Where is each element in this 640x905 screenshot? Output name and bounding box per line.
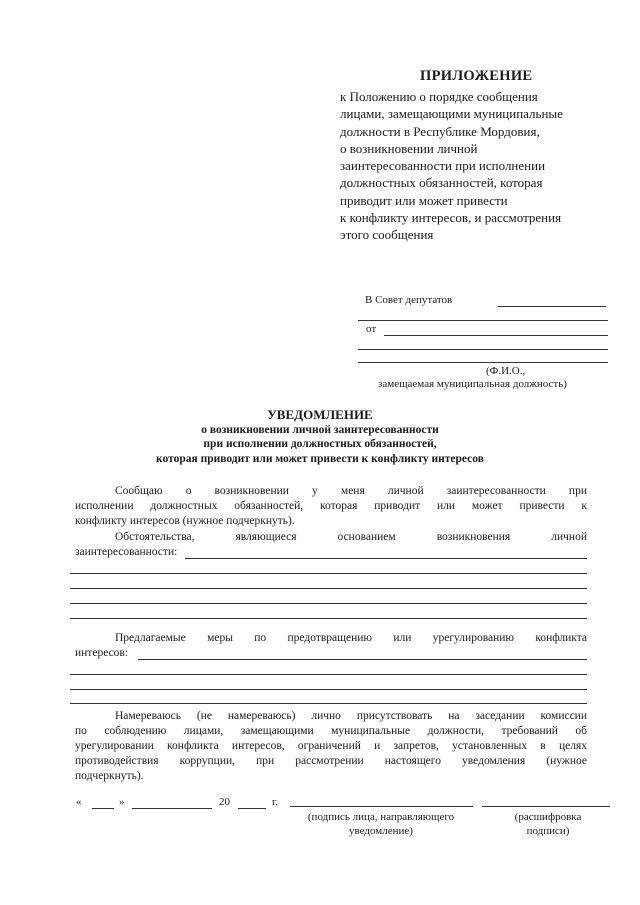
date-quote-close: »	[119, 796, 125, 808]
fill-line	[70, 703, 587, 704]
date-year-suffix: г.	[272, 796, 279, 808]
appendix-line: к Положению о порядке сообщения	[340, 89, 538, 104]
decoding-caption-line: подписи)	[526, 825, 570, 837]
date-year-prefix: 20	[219, 796, 230, 808]
date-month-blank	[132, 808, 212, 809]
appendix-title: ПРИЛОЖЕНИЕ	[420, 68, 533, 84]
fill-line	[185, 558, 587, 559]
notice-subtitle-line: при исполнении должностных обязанностей,	[203, 438, 437, 450]
paragraph-line: интересов:	[75, 647, 129, 659]
fill-line	[70, 618, 587, 619]
appendix-line: этого сообщения	[340, 227, 434, 243]
paragraph-attendance	[75, 709, 587, 784]
paragraph-line: урегулировании конфликта интересов, ограничений и запретов, установленных в целях	[75, 740, 587, 752]
appendix-line: должностных обязанностей, которая	[340, 175, 543, 191]
appendix-line: лицами, замещающими муниципальные	[340, 106, 563, 122]
paragraph-line: конфликту интересов (нужное подчеркнуть).	[75, 515, 295, 527]
signature-caption-line: (подпись лица, направляющего	[307, 811, 455, 823]
notice-heading	[60, 408, 580, 466]
appendix-line: приводит или может привести	[340, 192, 508, 208]
paragraph-line: Намереваюсь (не намереваюсь) лично присутствовать на заседании комиссии	[115, 710, 587, 722]
signature-blank	[290, 806, 473, 807]
notice-title: УВЕДОМЛЕНИЕ	[267, 407, 373, 422]
addressee-blank-line	[358, 349, 608, 350]
appendix-line: должности в Республике Мордовия,	[340, 123, 540, 139]
fill-line	[70, 603, 587, 604]
paragraph-report	[75, 484, 587, 529]
addressee-position-label: замещаемая муниципальная должность)	[378, 378, 567, 390]
appendix-text	[340, 88, 620, 244]
paragraph-line: Обстоятельства, являющиеся основанием возникновения личной	[115, 531, 587, 543]
addressee-blank-line	[358, 362, 608, 363]
paragraph-line: заинтересованности:	[75, 546, 178, 558]
appendix-line: о возникновении личной	[340, 140, 478, 156]
notice-subtitle-line: о возникновении личной заинтересованности	[201, 423, 439, 436]
paragraph-circumstances	[75, 530, 587, 560]
fill-line	[138, 659, 587, 660]
fill-line	[70, 689, 587, 690]
decoding-blank	[482, 806, 610, 807]
date-quote-open: «	[76, 796, 82, 808]
addressee-from-blank	[384, 335, 608, 336]
paragraph-line: Сообщаю о возникновении у меня личной заинтересованности при	[115, 485, 587, 497]
decoding-caption-line: (расшифровка	[514, 811, 582, 823]
notice-subtitle-line: которая приводит или может привести к конфликту интересов	[156, 452, 484, 465]
fill-line	[70, 588, 587, 589]
signature-caption	[292, 810, 470, 838]
paragraph-line: исполнении должностных обязанностей, которая приводит или может привести к	[75, 500, 587, 512]
fill-line	[70, 674, 587, 675]
addressee-blank-line	[358, 320, 608, 321]
addressee-to-label: В Совет депутатов	[365, 294, 453, 306]
addressee-to-blank	[498, 306, 606, 307]
date-year-blank	[238, 808, 266, 809]
paragraph-line: противодействия коррупции, при рассмотрении настоящего уведомления (нужное	[75, 755, 587, 767]
decoding-caption	[498, 810, 598, 838]
addressee-from-label: от	[366, 323, 377, 335]
appendix-line: заинтересованности при исполнении	[340, 158, 546, 174]
fill-line	[70, 573, 587, 574]
paragraph-line: подчеркнуть).	[75, 770, 144, 782]
appendix-line: к конфликту интересов, и рассмотрения	[340, 210, 562, 226]
addressee-fio-label: (Ф.И.О.,	[486, 365, 526, 377]
date-day-blank	[92, 808, 114, 809]
paragraph-measures	[75, 631, 587, 661]
paragraph-line: Предлагаемые меры по предотвращению или урегулированию конфликта	[115, 632, 587, 644]
paragraph-line: по соблюдению лицами, замещающими муниципальные должности, требований об	[75, 725, 587, 737]
signature-caption-line: уведомление)	[349, 825, 413, 837]
